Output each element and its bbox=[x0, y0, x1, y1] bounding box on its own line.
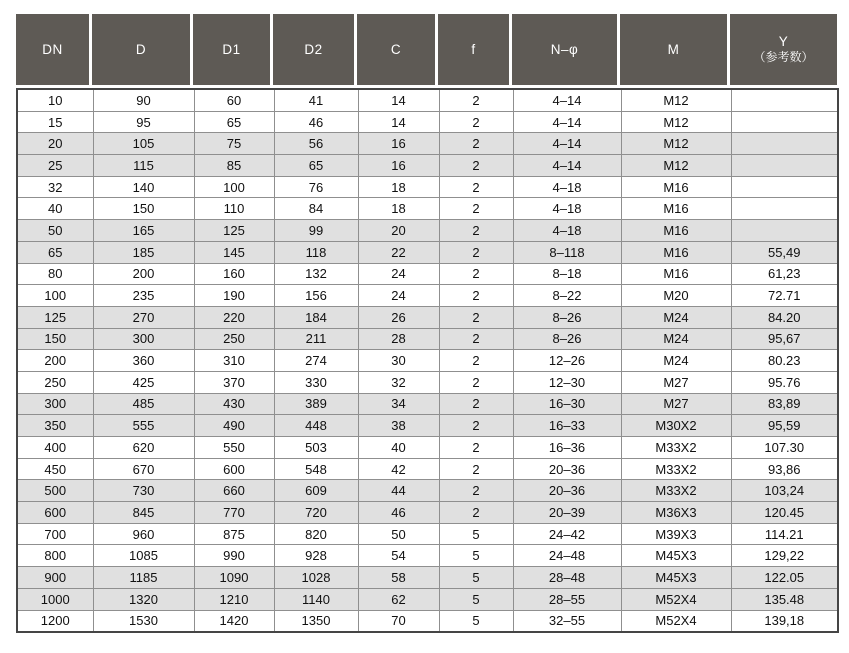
table-cell: 490 bbox=[194, 415, 274, 437]
table-cell: 330 bbox=[274, 371, 358, 393]
table-cell: 129,22 bbox=[731, 545, 838, 567]
table-cell: 122.05 bbox=[731, 567, 838, 589]
table-cell: 32 bbox=[17, 176, 93, 198]
table-cell bbox=[731, 220, 838, 242]
table-cell: 448 bbox=[274, 415, 358, 437]
table-cell: M33X2 bbox=[621, 480, 731, 502]
table-cell: 220 bbox=[194, 306, 274, 328]
table-cell: 700 bbox=[17, 523, 93, 545]
table-row bbox=[17, 155, 838, 177]
column-header-label: D2 bbox=[304, 41, 323, 57]
table-row bbox=[17, 545, 838, 567]
table-cell: 20–39 bbox=[513, 502, 621, 524]
table-cell: 5 bbox=[439, 588, 513, 610]
table-cell: 4–18 bbox=[513, 176, 621, 198]
table-cell: 65 bbox=[194, 111, 274, 133]
table-cell: 990 bbox=[194, 545, 274, 567]
table-cell: 2 bbox=[439, 220, 513, 242]
table-cell: M52X4 bbox=[621, 610, 731, 632]
table-cell: 84 bbox=[274, 198, 358, 220]
table-cell: 135.48 bbox=[731, 588, 838, 610]
table-cell: 75 bbox=[194, 133, 274, 155]
table-row bbox=[17, 588, 838, 610]
table-cell: 90 bbox=[93, 89, 194, 111]
table-cell: 95.76 bbox=[731, 371, 838, 393]
table-cell: 44 bbox=[358, 480, 439, 502]
table-cell: 65 bbox=[274, 155, 358, 177]
table-cell: 1000 bbox=[17, 588, 93, 610]
table-cell: 4–18 bbox=[513, 220, 621, 242]
table-cell: 450 bbox=[17, 458, 93, 480]
table-cell: 125 bbox=[194, 220, 274, 242]
table-cell: 76 bbox=[274, 176, 358, 198]
table-cell: M16 bbox=[621, 263, 731, 285]
table-cell: 4–18 bbox=[513, 198, 621, 220]
table-cell: M12 bbox=[621, 133, 731, 155]
table-cell: 2 bbox=[439, 350, 513, 372]
table-cell: 300 bbox=[93, 328, 194, 350]
table-cell bbox=[731, 155, 838, 177]
table-row bbox=[17, 393, 838, 415]
table-cell: 720 bbox=[274, 502, 358, 524]
table-cell: 250 bbox=[17, 371, 93, 393]
table-cell: M39X3 bbox=[621, 523, 731, 545]
table-cell: 114.21 bbox=[731, 523, 838, 545]
table-cell: 95,59 bbox=[731, 415, 838, 437]
column-header-label: N–φ bbox=[550, 41, 579, 57]
table-cell: 84.20 bbox=[731, 306, 838, 328]
table-cell: 600 bbox=[194, 458, 274, 480]
table-cell: M45X3 bbox=[621, 567, 731, 589]
table-cell: 310 bbox=[194, 350, 274, 372]
table-cell: 22 bbox=[358, 241, 439, 263]
table-cell: 370 bbox=[194, 371, 274, 393]
table-cell: 1140 bbox=[274, 588, 358, 610]
table-cell: 99 bbox=[274, 220, 358, 242]
table-cell: M12 bbox=[621, 89, 731, 111]
table-cell: 928 bbox=[274, 545, 358, 567]
table-cell: 20–36 bbox=[513, 458, 621, 480]
table-cell: 65 bbox=[17, 241, 93, 263]
table-row bbox=[17, 437, 838, 459]
table-cell: 132 bbox=[274, 263, 358, 285]
table-cell: 26 bbox=[358, 306, 439, 328]
table-cell: 4–14 bbox=[513, 111, 621, 133]
table-row bbox=[17, 502, 838, 524]
table-cell: 389 bbox=[274, 393, 358, 415]
table-cell: 24 bbox=[358, 263, 439, 285]
table-cell: 16–36 bbox=[513, 437, 621, 459]
table-cell: M16 bbox=[621, 176, 731, 198]
table-cell: 56 bbox=[274, 133, 358, 155]
table-cell: 8–26 bbox=[513, 306, 621, 328]
column-header-label: M bbox=[667, 41, 680, 57]
table-row bbox=[17, 371, 838, 393]
column-header-dn bbox=[16, 14, 92, 85]
table-cell: 960 bbox=[93, 523, 194, 545]
table-cell: 8–26 bbox=[513, 328, 621, 350]
column-header-d bbox=[92, 14, 193, 85]
table-cell: 32–55 bbox=[513, 610, 621, 632]
table-cell: 8–118 bbox=[513, 241, 621, 263]
table-row bbox=[17, 350, 838, 372]
table-cell: 14 bbox=[358, 111, 439, 133]
table-cell: 2 bbox=[439, 502, 513, 524]
column-header-label: C bbox=[390, 41, 402, 57]
table-cell: M24 bbox=[621, 328, 731, 350]
table-cell: 485 bbox=[93, 393, 194, 415]
table-cell: M24 bbox=[621, 350, 731, 372]
table-cell: 55,49 bbox=[731, 241, 838, 263]
table-cell: M16 bbox=[621, 220, 731, 242]
table-cell: 1090 bbox=[194, 567, 274, 589]
column-header-d2 bbox=[273, 14, 357, 85]
data-table bbox=[16, 88, 839, 633]
table-cell: 95,67 bbox=[731, 328, 838, 350]
table-cell: 28–48 bbox=[513, 567, 621, 589]
column-header-c bbox=[357, 14, 438, 85]
table-cell: 61,23 bbox=[731, 263, 838, 285]
column-header-y bbox=[730, 14, 837, 85]
table-cell: 620 bbox=[93, 437, 194, 459]
table-row bbox=[17, 176, 838, 198]
table-cell: 40 bbox=[17, 198, 93, 220]
table-cell: 2 bbox=[439, 458, 513, 480]
table-cell: 2 bbox=[439, 133, 513, 155]
table-cell: 274 bbox=[274, 350, 358, 372]
table-body bbox=[17, 89, 838, 632]
column-header-label: f bbox=[471, 41, 476, 57]
table-cell: 24–42 bbox=[513, 523, 621, 545]
table-cell: 93,86 bbox=[731, 458, 838, 480]
table-cell: 15 bbox=[17, 111, 93, 133]
table-cell: 5 bbox=[439, 523, 513, 545]
table-row bbox=[17, 567, 838, 589]
table-cell: 503 bbox=[274, 437, 358, 459]
table-cell: 190 bbox=[194, 285, 274, 307]
table-cell: 115 bbox=[93, 155, 194, 177]
table-cell: 165 bbox=[93, 220, 194, 242]
table-cell: M20 bbox=[621, 285, 731, 307]
table-cell: 1085 bbox=[93, 545, 194, 567]
table-cell: 139,18 bbox=[731, 610, 838, 632]
table-row bbox=[17, 480, 838, 502]
table-cell: 670 bbox=[93, 458, 194, 480]
table-cell: 105 bbox=[93, 133, 194, 155]
table-cell: 270 bbox=[93, 306, 194, 328]
table-cell bbox=[731, 176, 838, 198]
table-cell: 12–26 bbox=[513, 350, 621, 372]
table-cell: 600 bbox=[17, 502, 93, 524]
table-cell: 12–30 bbox=[513, 371, 621, 393]
table-cell: 50 bbox=[358, 523, 439, 545]
table-cell bbox=[731, 89, 838, 111]
column-header-label: Y bbox=[778, 33, 789, 49]
table-cell: 5 bbox=[439, 610, 513, 632]
table-cell: 845 bbox=[93, 502, 194, 524]
table-cell: 62 bbox=[358, 588, 439, 610]
table-cell: 1320 bbox=[93, 588, 194, 610]
table-cell: 2 bbox=[439, 263, 513, 285]
table-cell: 16–30 bbox=[513, 393, 621, 415]
table-cell: M36X3 bbox=[621, 502, 731, 524]
table-cell: 46 bbox=[358, 502, 439, 524]
table-row bbox=[17, 306, 838, 328]
table-cell: 770 bbox=[194, 502, 274, 524]
table-cell: 145 bbox=[194, 241, 274, 263]
table-cell: 41 bbox=[274, 89, 358, 111]
table-cell: 2 bbox=[439, 155, 513, 177]
table-cell: 2 bbox=[439, 480, 513, 502]
table-cell: M30X2 bbox=[621, 415, 731, 437]
table-row bbox=[17, 220, 838, 242]
table-cell: 2 bbox=[439, 437, 513, 459]
table-cell: 820 bbox=[274, 523, 358, 545]
table-cell: 300 bbox=[17, 393, 93, 415]
table-cell: 54 bbox=[358, 545, 439, 567]
table-row bbox=[17, 328, 838, 350]
table-cell: 555 bbox=[93, 415, 194, 437]
table-cell: 184 bbox=[274, 306, 358, 328]
table-cell: 107.30 bbox=[731, 437, 838, 459]
table-cell: 2 bbox=[439, 176, 513, 198]
table-cell: 2 bbox=[439, 241, 513, 263]
table-row bbox=[17, 285, 838, 307]
table-cell: 28–55 bbox=[513, 588, 621, 610]
table-cell: 2 bbox=[439, 111, 513, 133]
table-cell bbox=[731, 133, 838, 155]
table-cell: 8–22 bbox=[513, 285, 621, 307]
table-cell bbox=[731, 111, 838, 133]
table-cell: M33X2 bbox=[621, 437, 731, 459]
table-cell: 1350 bbox=[274, 610, 358, 632]
table-cell: 4–14 bbox=[513, 133, 621, 155]
table-cell: 150 bbox=[17, 328, 93, 350]
table-row bbox=[17, 458, 838, 480]
table-cell: 125 bbox=[17, 306, 93, 328]
table-cell: 4–14 bbox=[513, 89, 621, 111]
table-cell: 2 bbox=[439, 393, 513, 415]
table-cell: 24 bbox=[358, 285, 439, 307]
table-cell: 2 bbox=[439, 328, 513, 350]
table-cell: 200 bbox=[17, 350, 93, 372]
table-cell: 800 bbox=[17, 545, 93, 567]
table-cell: 150 bbox=[93, 198, 194, 220]
table-cell: 609 bbox=[274, 480, 358, 502]
table-cell: 50 bbox=[17, 220, 93, 242]
table-cell: 1200 bbox=[17, 610, 93, 632]
column-header-label: DN bbox=[42, 41, 63, 57]
table-cell: 72.71 bbox=[731, 285, 838, 307]
table-row bbox=[17, 610, 838, 632]
table-cell: 5 bbox=[439, 545, 513, 567]
table-cell: 58 bbox=[358, 567, 439, 589]
table-cell: 235 bbox=[93, 285, 194, 307]
table-cell: M27 bbox=[621, 393, 731, 415]
table-cell: 28 bbox=[358, 328, 439, 350]
table-cell: 32 bbox=[358, 371, 439, 393]
table-cell: 14 bbox=[358, 89, 439, 111]
table-cell: 95 bbox=[93, 111, 194, 133]
table-cell: M12 bbox=[621, 155, 731, 177]
table-cell: 120.45 bbox=[731, 502, 838, 524]
table-cell: 4–14 bbox=[513, 155, 621, 177]
table-cell: 25 bbox=[17, 155, 93, 177]
table-cell: M24 bbox=[621, 306, 731, 328]
table-cell: 34 bbox=[358, 393, 439, 415]
column-header-sublabel: （参考数） bbox=[753, 50, 814, 65]
column-header-d1 bbox=[193, 14, 273, 85]
table-cell: 1028 bbox=[274, 567, 358, 589]
table-cell: 10 bbox=[17, 89, 93, 111]
table-cell: 80.23 bbox=[731, 350, 838, 372]
table-cell: 360 bbox=[93, 350, 194, 372]
column-header-f bbox=[438, 14, 512, 85]
column-header-n-phi bbox=[512, 14, 620, 85]
table-cell: 46 bbox=[274, 111, 358, 133]
table-cell: 140 bbox=[93, 176, 194, 198]
column-header-label: D1 bbox=[222, 41, 241, 57]
table-cell: 2 bbox=[439, 415, 513, 437]
table-cell: 2 bbox=[439, 198, 513, 220]
table-cell: 2 bbox=[439, 285, 513, 307]
table-cell: 103,24 bbox=[731, 480, 838, 502]
table-cell: 1530 bbox=[93, 610, 194, 632]
table-cell: 900 bbox=[17, 567, 93, 589]
table-cell: 550 bbox=[194, 437, 274, 459]
table-cell: 8–18 bbox=[513, 263, 621, 285]
table-cell: 5 bbox=[439, 567, 513, 589]
table-cell: 875 bbox=[194, 523, 274, 545]
table-cell: 30 bbox=[358, 350, 439, 372]
dimension-table bbox=[16, 14, 837, 633]
table-cell: M16 bbox=[621, 198, 731, 220]
table-cell: 160 bbox=[194, 263, 274, 285]
table-cell: 70 bbox=[358, 610, 439, 632]
table-row bbox=[17, 198, 838, 220]
table-cell: 548 bbox=[274, 458, 358, 480]
table-cell: 185 bbox=[93, 241, 194, 263]
table-cell: 430 bbox=[194, 393, 274, 415]
table-cell: M12 bbox=[621, 111, 731, 133]
table-cell: M16 bbox=[621, 241, 731, 263]
table-cell: 2 bbox=[439, 371, 513, 393]
table-cell: 400 bbox=[17, 437, 93, 459]
table-cell: 16–33 bbox=[513, 415, 621, 437]
table-cell: 83,89 bbox=[731, 393, 838, 415]
table-row bbox=[17, 241, 838, 263]
table-row bbox=[17, 415, 838, 437]
table-cell: 85 bbox=[194, 155, 274, 177]
table-cell: 118 bbox=[274, 241, 358, 263]
table-row bbox=[17, 111, 838, 133]
table-cell: 1420 bbox=[194, 610, 274, 632]
table-cell: 100 bbox=[17, 285, 93, 307]
table-cell: 500 bbox=[17, 480, 93, 502]
table-cell: 80 bbox=[17, 263, 93, 285]
table-cell: 20 bbox=[358, 220, 439, 242]
table-cell: 660 bbox=[194, 480, 274, 502]
table-cell: 2 bbox=[439, 306, 513, 328]
table-cell: 18 bbox=[358, 198, 439, 220]
table-row bbox=[17, 133, 838, 155]
table-cell: 24–48 bbox=[513, 545, 621, 567]
table-cell: 350 bbox=[17, 415, 93, 437]
table-cell: 20 bbox=[17, 133, 93, 155]
table-cell: 40 bbox=[358, 437, 439, 459]
table-cell: M33X2 bbox=[621, 458, 731, 480]
column-header-m bbox=[620, 14, 730, 85]
table-row bbox=[17, 263, 838, 285]
table-cell: 211 bbox=[274, 328, 358, 350]
column-header-label: D bbox=[135, 41, 147, 57]
table-cell: 425 bbox=[93, 371, 194, 393]
table-cell: 156 bbox=[274, 285, 358, 307]
table-cell: 110 bbox=[194, 198, 274, 220]
table-cell: 20–36 bbox=[513, 480, 621, 502]
table-cell bbox=[731, 198, 838, 220]
table-cell: 2 bbox=[439, 89, 513, 111]
table-cell: M52X4 bbox=[621, 588, 731, 610]
table-cell: 1185 bbox=[93, 567, 194, 589]
table-cell: M27 bbox=[621, 371, 731, 393]
table-cell: 1210 bbox=[194, 588, 274, 610]
table-cell: 200 bbox=[93, 263, 194, 285]
table-cell: 730 bbox=[93, 480, 194, 502]
table-cell: 60 bbox=[194, 89, 274, 111]
table-row bbox=[17, 523, 838, 545]
table-row bbox=[17, 89, 838, 111]
table-header-row bbox=[16, 14, 837, 85]
table-cell: 38 bbox=[358, 415, 439, 437]
table-cell: M45X3 bbox=[621, 545, 731, 567]
table-cell: 16 bbox=[358, 155, 439, 177]
table-cell: 42 bbox=[358, 458, 439, 480]
table-cell: 16 bbox=[358, 133, 439, 155]
table-cell: 250 bbox=[194, 328, 274, 350]
table-cell: 18 bbox=[358, 176, 439, 198]
table-cell: 100 bbox=[194, 176, 274, 198]
